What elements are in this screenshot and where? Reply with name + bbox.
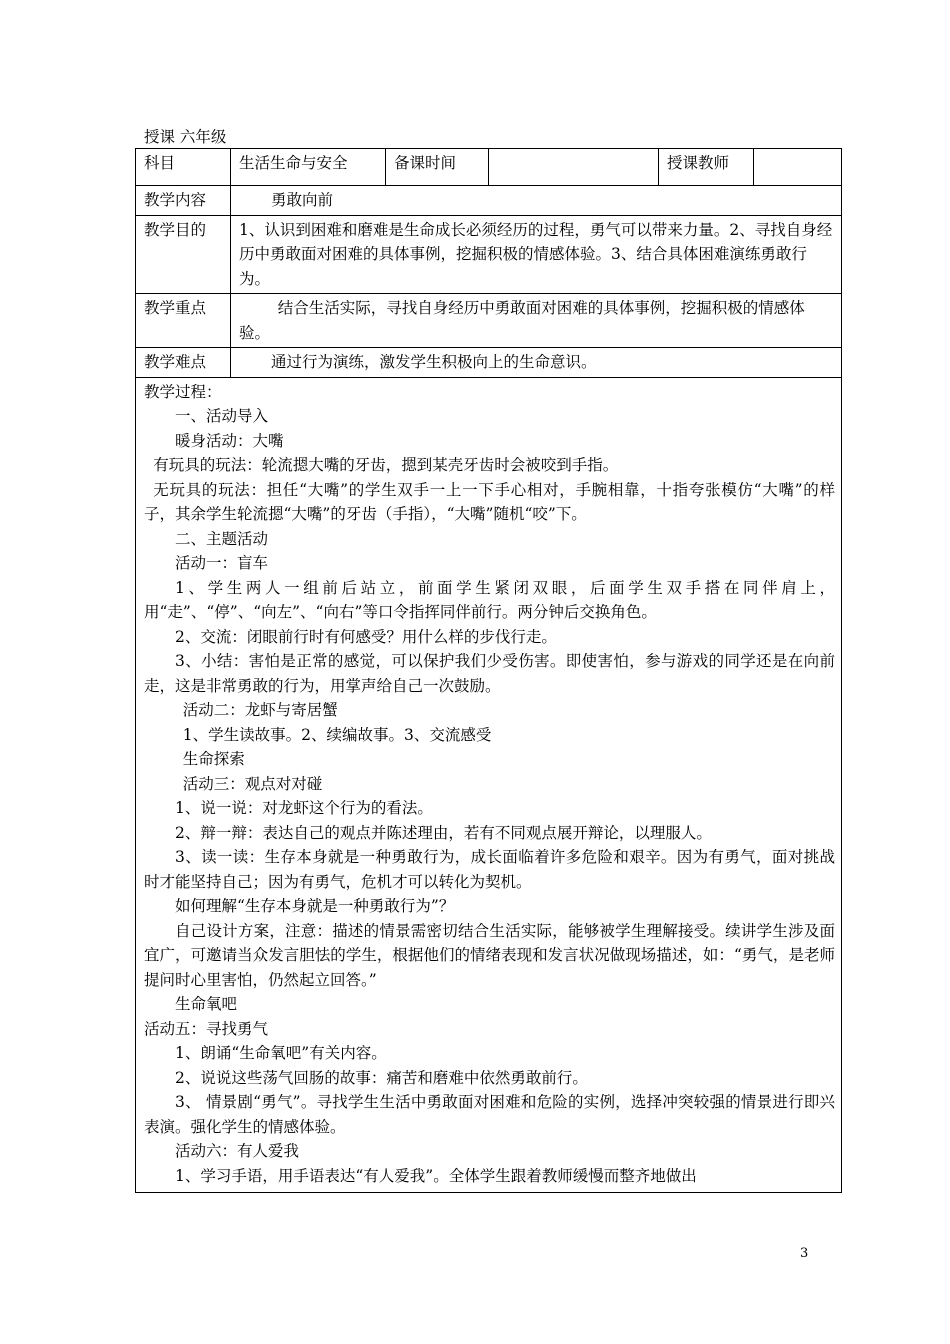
process-line: 活动二：龙虾与寄居蟹: [182, 701, 338, 719]
process-line: 活动一：盲车: [175, 554, 269, 572]
process-line: 活动五：寻找勇气: [144, 1019, 269, 1038]
process-line: 3、小结：害怕是正常的感觉，可以保护我们少受伤害。即使害怕，参与游戏的同学还是在向前走，这是非常勇敢的行为，用掌声给自己一次鼓励。: [144, 652, 835, 695]
subject-value: 生活生命与安全: [231, 149, 386, 186]
process-line: 生命氧吧: [175, 995, 238, 1013]
process-line: 暖身活动：大嘴: [175, 431, 284, 450]
process-line: 如何理解“生存本身就是一种勇敢行为”？: [175, 897, 455, 915]
teacher-value: [754, 149, 842, 186]
process-line: 活动六：有人爱我: [175, 1142, 300, 1160]
process-line: 活动三：观点对对碰: [182, 774, 323, 793]
process-line: 自己设计方案，注意：描述的情景需密切结合生活实际，能够被学生理解接受。续讲学生涉及面宜广，可邀请当众发言胆怯的学生，根据他们的情绪表现和发言状况做现场描述，如：“勇气，是老师提问时心里害怕，仍然起立回答。”: [144, 921, 835, 989]
content-value: 勇敢向前: [231, 186, 842, 216]
prep-time-value: [489, 149, 659, 186]
row-process: [136, 377, 842, 1193]
process-line: 1、学生读故事。2、续编故事。3、交流感受: [182, 725, 492, 744]
teacher-label: 授课教师: [659, 149, 754, 186]
difficulties-value: 通过行为演练，激发学生积极向上的生命意识。: [231, 348, 842, 378]
process-line: 二、主题活动: [175, 529, 269, 548]
content-label: 教学内容: [136, 186, 231, 216]
process-line: 一、活动导入: [175, 407, 269, 425]
process-line: 2、说说这些荡气回肠的故事：痛苦和磨难中依然勇敢前行。: [175, 1068, 588, 1087]
process-line: 3、 情景剧“勇气”。寻找学生生活中勇敢面对困难和危险的实例，选择冲突较强的情景进行即兴表演。强化学生的情感体验。: [144, 1093, 835, 1136]
process-line: 教学过程：: [144, 382, 222, 401]
process-line: 1、学习手语，用手语表达“有人爱我”。全体学生跟着教师缓慢而整齐地做出: [175, 1166, 697, 1185]
process-line: 生命探索: [182, 750, 245, 768]
process-line: 2、交流：闭眼前行时有何感受？用什么样的步伐行走。: [175, 627, 557, 646]
subject-label: 科目: [136, 149, 231, 186]
process-line: 1、朗诵“生命氧吧”有关内容。: [175, 1044, 387, 1062]
process-line: 无玩具的玩法：担任“大嘴”的学生双手一上一下手心相对，手腕相靠，十指夸张模仿“大嘴”的样子，其余学生轮流摁“大嘴”的牙齿（手指），“大嘴”随机“咬”下。: [144, 480, 835, 523]
lesson-plan-table: [135, 148, 842, 1193]
process-line: 3、读一读：生存本身就是一种勇敢行为，成长面临着许多危险和艰辛。因为有勇气，面对挑战时才能坚持自己；因为有勇气，危机才可以转化为契机。: [144, 848, 835, 891]
key-points-value: 结合生活实际，寻找自身经历中勇敢面对困难的具体事例，挖掘积极的情感体验。: [231, 294, 842, 348]
teaching-process: [136, 377, 842, 1193]
process-line: 1、说一说：对龙虾这个行为的看法。: [175, 799, 433, 817]
row-difficulties: [136, 348, 842, 378]
process-line: 1、学生两人一组前后站立，前面学生紧闭双眼，后面学生双手搭在同伴肩上，用“走”、“停”、“向左”、“向右”等口令指挥同伴前行。两分钟后交换角色。: [144, 578, 835, 621]
prep-time-label: 备课时间: [386, 149, 489, 186]
row-subject: [136, 149, 842, 186]
process-line: 有玩具的玩法：轮流摁大嘴的牙齿，摁到某壳牙齿时会被咬到手指。: [153, 456, 619, 474]
goals-label: 教学目的: [136, 215, 231, 294]
goals-value: 1、认识到困难和磨难是生命成长必须经历的过程，勇气可以带来力量。2、寻找自身经历中勇敢面对困难的具体事例，挖掘积极的情感体验。3、结合具体困难演练勇敢行为。: [231, 215, 842, 294]
row-key-points: [136, 294, 842, 348]
process-line: 2、辩一辩：表达自己的观点并陈述理由，若有不同观点展开辩论，以理服人。: [175, 823, 712, 842]
key-points-label: 教学重点: [136, 294, 231, 348]
page-number: 3: [800, 1246, 809, 1261]
difficulties-label: 教学难点: [136, 348, 231, 378]
grade-header: 授课 六年级: [144, 128, 227, 146]
row-goals: [136, 215, 842, 294]
row-content: [136, 186, 842, 216]
